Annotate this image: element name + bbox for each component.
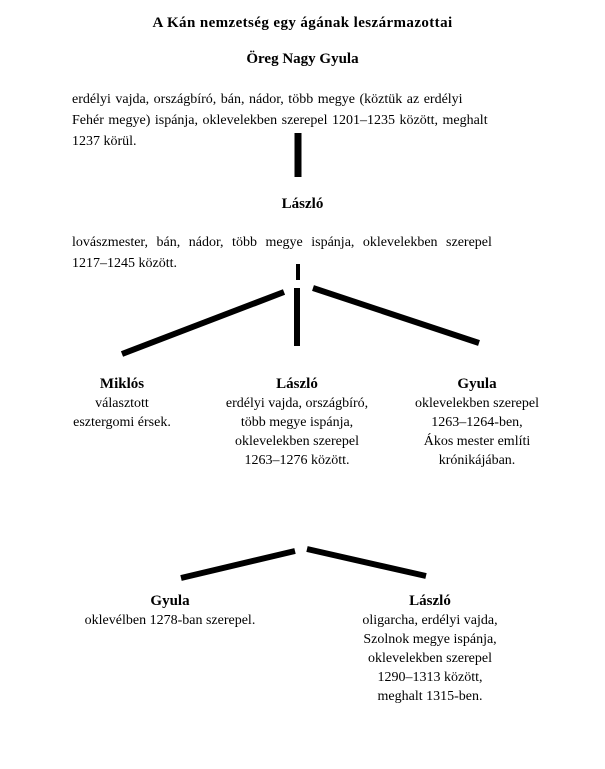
root-description [72, 89, 488, 152]
description-line: Ákos mester említi [423, 434, 531, 449]
description-line: több megye ispánja, [240, 415, 354, 430]
connector-gen2-to-gyula [313, 288, 479, 343]
description-line: oligarcha, erdélyi vajda, [362, 613, 498, 628]
description-line: oklevélben 1278-ban szerepel. [84, 613, 256, 628]
description-line: krónikájában. [438, 453, 516, 468]
description-line: Szolnok megye ispánja, [363, 632, 497, 647]
description-line: 1217–1245 között. [72, 256, 177, 271]
person-name-laszlo-gen2: László [281, 196, 324, 212]
person-card-laszlo-gen3 [212, 375, 382, 470]
description-line: oklevelekben szerepel [415, 396, 539, 411]
description-line: lovászmester, bán, nádor, több megye ispánja, oklevelekben szerepel [72, 235, 492, 250]
description-line: erdélyi vajda, országbíró, [225, 396, 369, 411]
person-name-laszlo-gen4: László [409, 593, 451, 609]
description-line: 1290–1313 között, [377, 670, 483, 685]
description-line: 1237 körül. [72, 134, 137, 149]
description-line: esztergomi érsek. [73, 415, 171, 430]
page-title: A Kán nemzetség egy ágának leszármazottai [152, 15, 453, 31]
connector-gen3-to-gyula [181, 551, 295, 578]
person-name-oreg-nagy-gyula: Öreg Nagy Gyula [246, 51, 359, 67]
connector-gen3-to-laszlo [307, 549, 426, 576]
person-card-gyula-gen4 [60, 592, 280, 630]
person-card-laszlo-gen4 [320, 592, 540, 706]
description-line: oklevelekben szerepel [235, 434, 359, 449]
person-name-gyula-gen3: Gyula [457, 376, 497, 392]
description-line: meghalt 1315-ben. [377, 689, 483, 704]
connector-gen2-to-miklos [122, 292, 284, 354]
person-card-gyula-gen3 [392, 375, 562, 470]
person-name-miklos: Miklós [99, 376, 145, 392]
description-line: választott [95, 396, 149, 411]
person-name-laszlo-gen3: László [276, 376, 318, 392]
description-line: 1263–1276 között. [244, 453, 350, 468]
gen2-description [72, 232, 492, 274]
description-line: oklevelekben szerepel [368, 651, 492, 666]
description-line: erdélyi vajda, országbíró, bán, nádor, több megye (köztük az erdélyi [72, 92, 463, 107]
description-line: Fehér megye) ispánja, oklevelekben szerepel 1201–1235 között, meghalt [72, 113, 488, 128]
person-name-gyula-gen4: Gyula [150, 593, 190, 609]
person-card-miklos [42, 375, 202, 432]
description-line: 1263–1264-ben, [431, 415, 523, 430]
